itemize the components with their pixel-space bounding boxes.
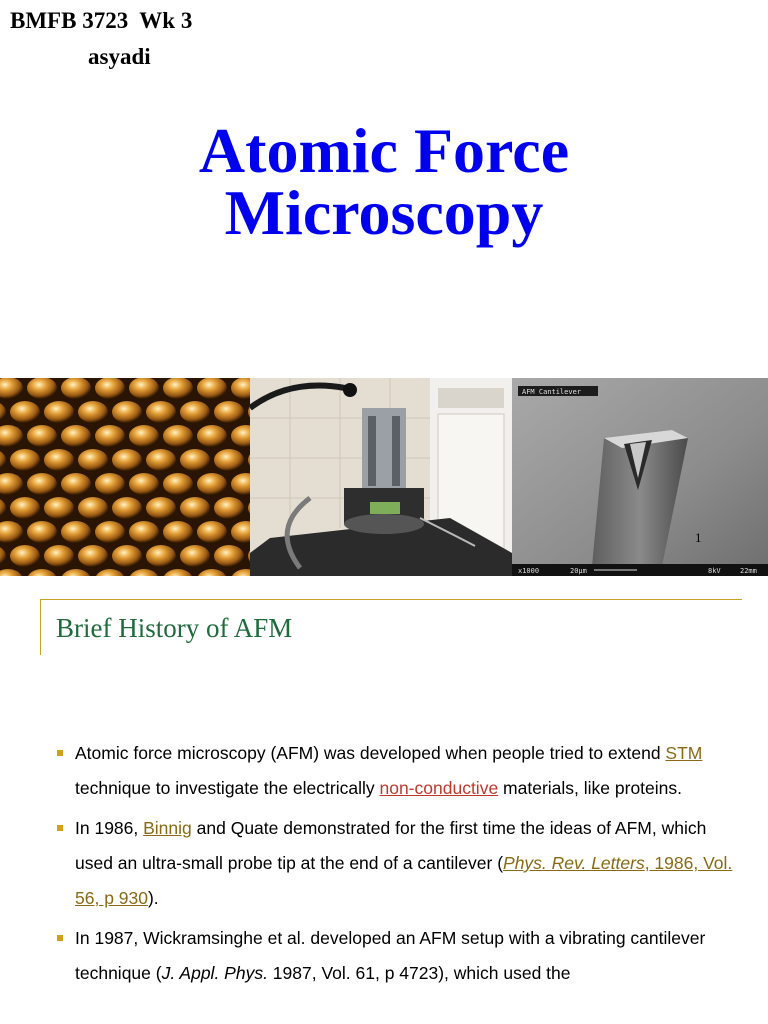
bullet-text: materials, like proteins. — [498, 778, 683, 798]
bullet-text: ). — [147, 888, 159, 908]
bullet-text: In 1986, — [75, 818, 144, 838]
sem-working-distance: 22mm — [740, 567, 757, 575]
section-heading: Brief History of AFM — [56, 613, 293, 643]
list-item — [56, 811, 746, 916]
stm-link[interactable]: STM — [665, 743, 703, 763]
bullet-text: In 1987, Wickramsinghe et al. developed an AFM setup with a vibrating cantilever technique ( — [75, 928, 706, 983]
title-line-1: Atomic Force — [198, 115, 570, 186]
citation-link[interactable]: , 1986, Vol. 56, p 930 — [75, 853, 733, 908]
bullet-square-icon — [57, 935, 63, 941]
photo-strip — [0, 378, 768, 576]
bullet-text: technique to investigate the electrically — [75, 778, 380, 798]
sem-scale: 20µm — [570, 567, 587, 575]
afm-instrument-photo — [250, 378, 512, 576]
cantilever-sem-image — [512, 378, 768, 576]
bullet-square-icon — [57, 825, 63, 831]
bullet-square-icon — [57, 750, 63, 756]
history-bullet-list — [56, 736, 746, 996]
non-conductive-link[interactable]: non-conductive — [379, 778, 499, 798]
sem-voltage: 8kV — [708, 567, 721, 575]
header-rule-vertical — [40, 599, 41, 655]
phys-rev-letters-link[interactable]: Phys. Rev. Letters — [503, 853, 645, 873]
afm-surface-topography-image — [0, 378, 250, 576]
course-code: BMFB 3723 Wk 3 — [10, 8, 193, 33]
journal-name: J. Appl. Phys. — [161, 963, 268, 983]
page-number: 1 — [695, 530, 702, 545]
bullet-text: and Quate demonstrated for the first time the ideas of AFM, which used an ultra-small probe tip at the end of a cantilever ( — [75, 818, 707, 873]
header-rule-horizontal — [40, 599, 742, 600]
bullet-text: Atomic force microscopy (AFM) was developed when people tried to extend — [75, 743, 666, 763]
title-line-2: Microscopy — [224, 177, 544, 248]
bullet-text: 1987, Vol. 61, p 4723), which used the — [267, 963, 571, 983]
slide-title — [0, 115, 768, 248]
list-item — [56, 736, 746, 806]
sem-label: AFM Cantilever — [522, 388, 582, 396]
list-item — [56, 921, 746, 991]
history-slide — [0, 586, 768, 1024]
binnig-link[interactable]: Binnig — [143, 818, 192, 838]
sem-magnification: x1000 — [518, 567, 540, 575]
author-name: asyadi — [88, 44, 151, 69]
